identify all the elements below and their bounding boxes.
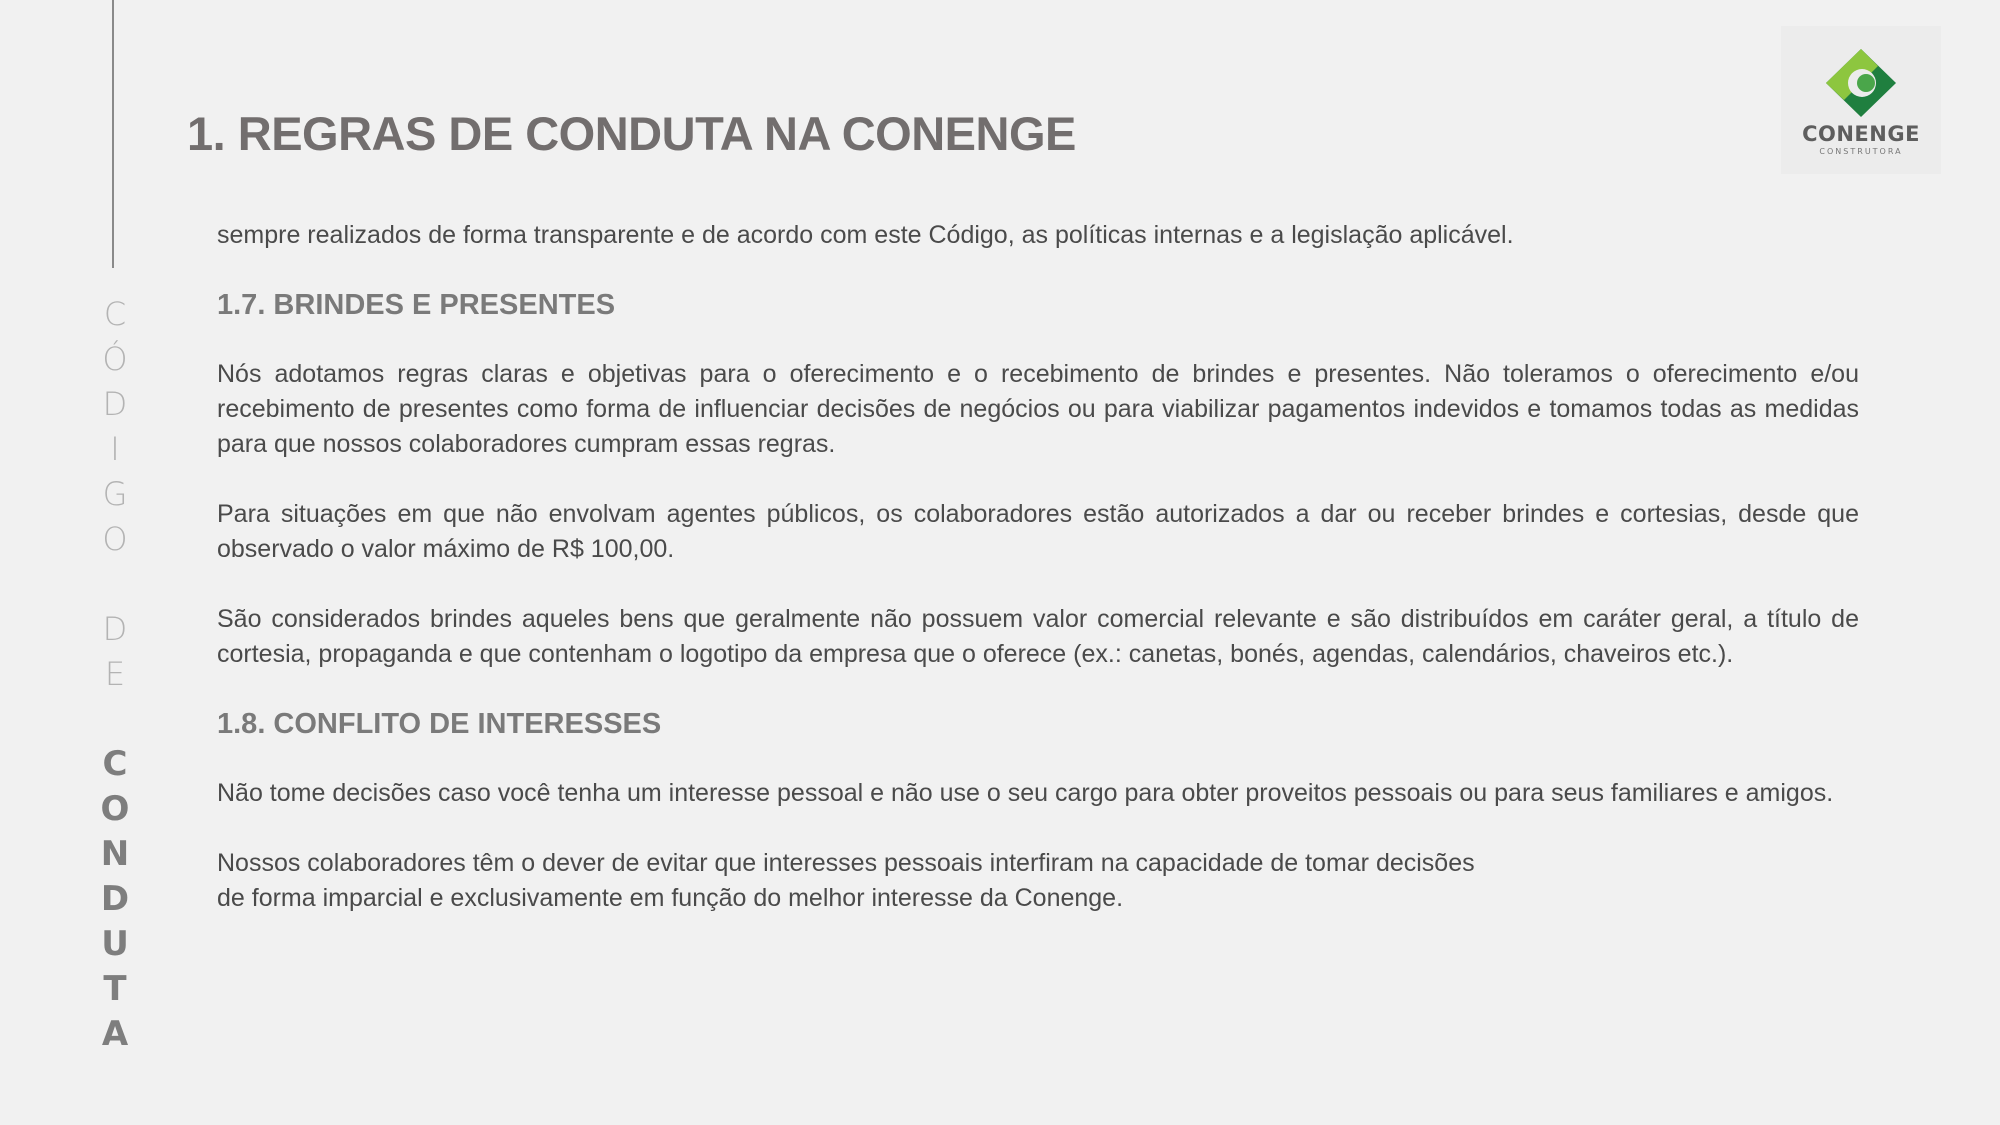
- section-heading-conflito: 1.8. CONFLITO DE INTERESSES: [217, 708, 662, 740]
- sidebar-letter-bold: O: [100, 789, 130, 829]
- sidebar-letter: D: [102, 385, 128, 423]
- logo-wordmark: CONENGE: [1802, 122, 1920, 146]
- paragraph: São considerados brindes aqueles bens que geralmente não possuem valor comercial relevante e são distribuídos em caráter geral, a título de cortesia, propaganda e que contenham o logotipo da empresa que o oferece (ex.: canetas, bonés, agendas, calendários, chaveiros etc.).: [217, 605, 1859, 668]
- logo-subtitle: CONSTRUTORA: [1819, 147, 1903, 156]
- paragraph: Nós adotamos regras claras e objetivas para o oferecimento e o recebimento de brindes e presentes. Não toleramos o oferecimento e/ou recebimento de presentes como forma de influenciar decisões de negócios ou para viabilizar pagamentos indevidos e tomamos todas as medidas para que nossos colaboradores cumpram essas regras.: [217, 360, 1859, 458]
- page-title: 1. REGRAS DE CONDUTA NA CONENGE: [187, 107, 1076, 160]
- company-logo: [1781, 26, 1941, 174]
- sidebar-letter: C: [103, 295, 127, 333]
- sidebar-letter: O: [102, 520, 128, 558]
- sidebar-letter-bold: C: [102, 744, 128, 784]
- paragraph-line: Nossos colaboradores têm o dever de evitar que interesses pessoais interfiram na capacidade de tomar decisões: [217, 849, 1475, 877]
- sidebar-letter-bold: U: [101, 924, 129, 964]
- intro-paragraph: sempre realizados de forma transparente e de acordo com este Código, as políticas internas e a legislação aplicável.: [217, 221, 1514, 249]
- sidebar-letter: D: [102, 610, 128, 648]
- paragraph: Não tome decisões caso você tenha um interesse pessoal e não use o seu cargo para obter proveitos pessoais ou para seus familiares e amigos.: [217, 779, 1834, 807]
- paragraph: [217, 846, 1859, 916]
- sidebar-letter-bold: D: [100, 879, 130, 919]
- sidebar-letter: E: [104, 655, 126, 693]
- sidebar-letter-bold: N: [100, 834, 130, 874]
- paragraph: Para situações em que não envolvam agentes públicos, os colaboradores estão autorizados a dar ou receber brindes e cortesias, desde que observado o valor máximo de R$ 100,00.: [217, 500, 1859, 563]
- vertical-sidebar-title: [95, 292, 135, 1057]
- section-heading-brindes: 1.7. BRINDES E PRESENTES: [217, 289, 616, 321]
- sidebar-letter: I: [110, 430, 120, 468]
- sidebar-letter-bold: T: [103, 969, 127, 1009]
- sidebar-letter: G: [102, 475, 128, 513]
- sidebar-letter: Ó: [102, 340, 128, 378]
- paragraph-line: de forma imparcial e exclusivamente em função do melhor interesse da Conenge.: [217, 884, 1124, 912]
- sidebar-letter-bold: A: [101, 1014, 129, 1054]
- document-body: [217, 218, 1859, 916]
- conenge-logo-icon: [1826, 49, 1896, 117]
- sidebar-divider-line: [112, 0, 114, 268]
